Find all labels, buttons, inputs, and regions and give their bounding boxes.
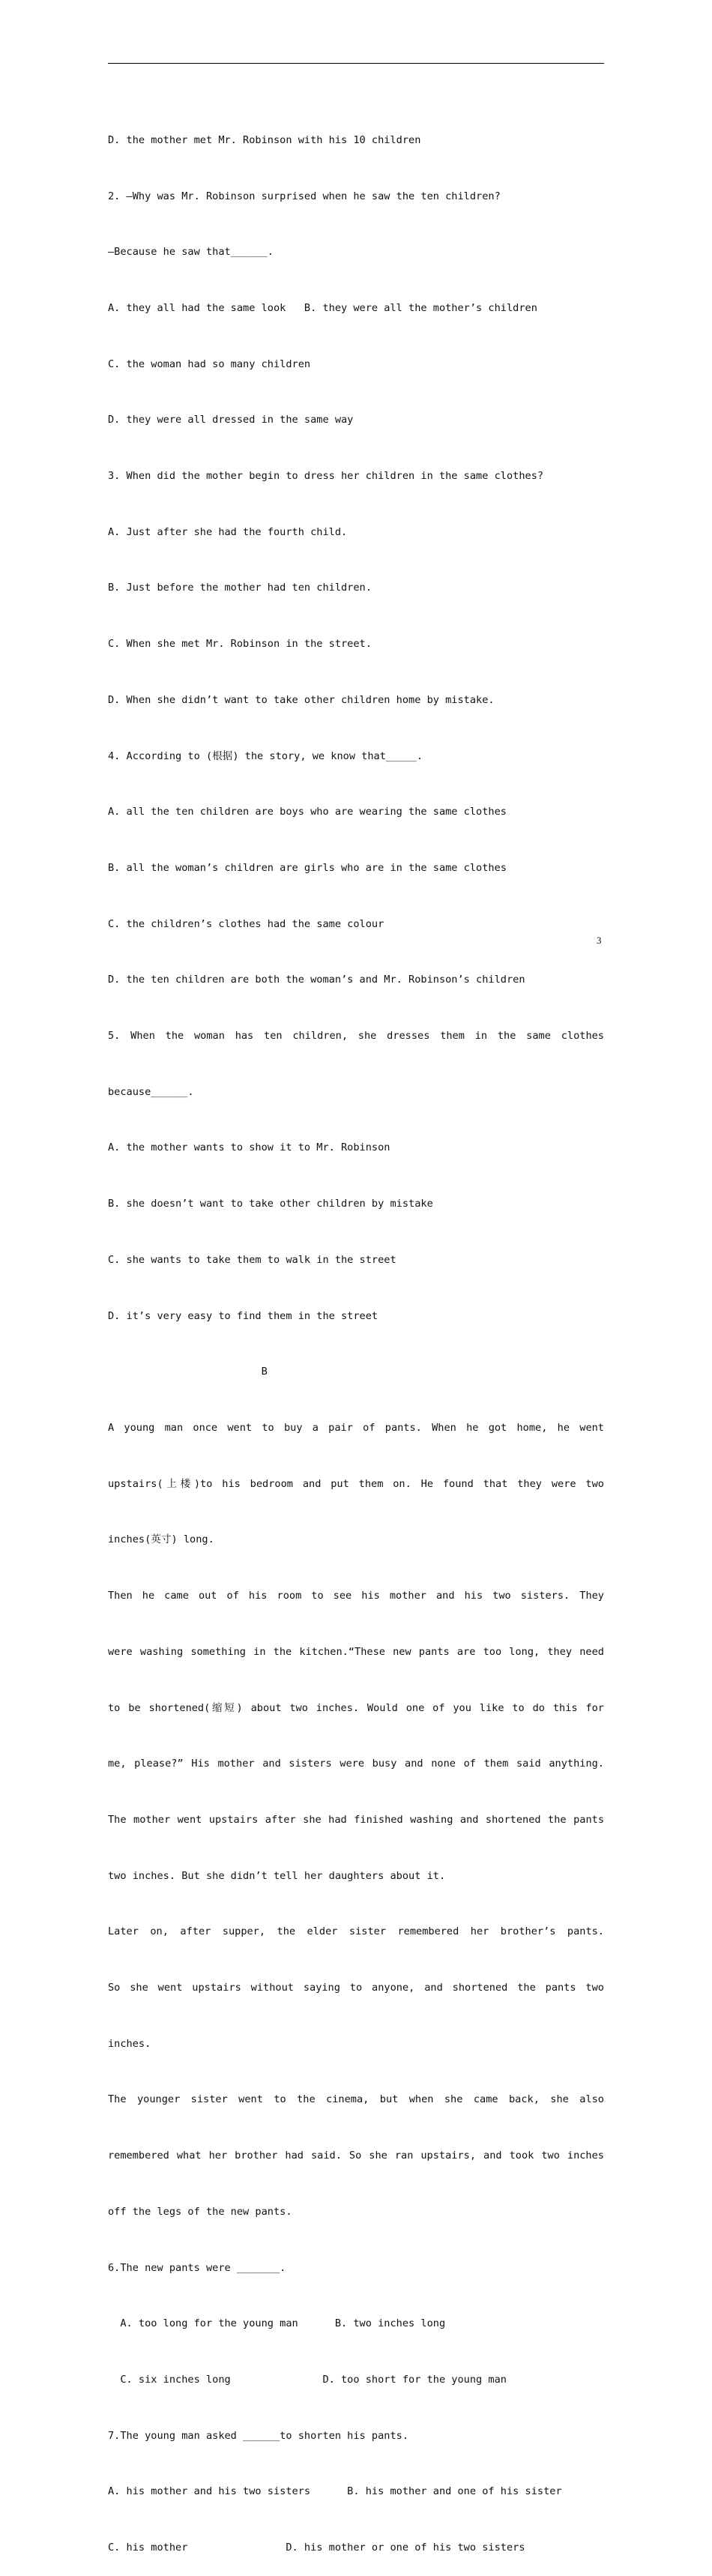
text-line: because______.: [108, 1085, 194, 1098]
text-line: C. the children’s clothes had the same colour: [108, 917, 384, 930]
passage-line: Later on, after supper, the elder sister remembered her brother’s pants.: [108, 1925, 604, 1938]
passage-line: me, please?” His mother and sisters were busy and none of them said anything.: [108, 1758, 604, 1770]
question-4: 4. According to (根据) the story, we know that_____.: [108, 749, 423, 762]
text-line: C. his mother D. his mother or one of his two sisters: [108, 2542, 525, 2554]
passage-line: So she went upstairs without saying to anyone, and shortened the pants two: [108, 1982, 604, 1994]
header-rule: [108, 63, 604, 64]
text-line: A. the mother wants to show it to Mr. Robinson: [108, 1141, 390, 1154]
text-line: D. the mother met Mr. Robinson with his 10 children: [108, 133, 421, 146]
passage-line: A young man once went to buy a pair of pants. When he got home, he went: [108, 1421, 604, 1434]
text-line: B. she doesn’t want to take other children by mistake: [108, 1198, 433, 1210]
text-line: A. they all had the same look B. they were all the mother’s children: [108, 301, 537, 314]
passage-line: to be shortened(缩短) about two inches. Would one of you like to do this for: [108, 1701, 604, 1714]
question-3: 3. When did the mother begin to dress her children in the same clothes?: [108, 470, 544, 483]
passage-line: two inches. But she didn’t tell her daughters about it.: [108, 1869, 446, 1882]
page-number: 3: [597, 935, 602, 946]
text-line: B. all the woman’s children are girls who are in the same clothes: [108, 861, 507, 874]
passage-line: remembered what her brother had said. So she ran upstairs, and took two inches: [108, 2150, 604, 2162]
text-line: A. all the ten children are boys who are wearing the same clothes: [108, 806, 507, 818]
question-6: 6.The new pants were _______.: [108, 2261, 286, 2274]
text-line: D. When she didn’t want to take other children home by mistake.: [108, 693, 495, 706]
question-7: 7.The young man asked ______to shorten his pants.: [108, 2429, 409, 2442]
text-line: D. they were all dressed in the same way: [108, 414, 354, 426]
passage-line: were washing something in the kitchen.“These new pants are too long, they need: [108, 1645, 604, 1658]
text-line: D. it’s very easy to find them in the street: [108, 1309, 378, 1322]
text-line: C. the woman had so many children: [108, 358, 311, 370]
text-line: B. Just before the mother had ten children.: [108, 582, 372, 594]
passage-line: The younger sister went to the cinema, but when she came back, she also: [108, 2093, 604, 2106]
text-line: C. six inches long D. too short for the young man: [108, 2373, 507, 2386]
text-line: C. she wants to take them to walk in the street: [108, 1253, 396, 1266]
passage-line: inches.: [108, 2037, 151, 2050]
passage-line: The mother went upstairs after she had finished washing and shortened the pants: [108, 1813, 604, 1826]
question-5: 5. When the woman has ten children, she dresses them in the same clothes: [108, 1030, 604, 1043]
section-heading-b: B: [108, 1366, 268, 1378]
document-body: [108, 94, 604, 2576]
text-line: A. too long for the young man B. two inches long: [108, 2317, 446, 2330]
text-line: C. When she met Mr. Robinson in the street.: [108, 638, 372, 651]
passage-line: upstairs(上楼)to his bedroom and put them on. He found that they were two: [108, 1477, 604, 1490]
text-line: D. the ten children are both the woman’s and Mr. Robinson’s children: [108, 974, 525, 986]
passage-line: inches(英寸) long.: [108, 1533, 214, 1546]
text-line: —Because he saw that______.: [108, 246, 274, 259]
passage-line: Then he came out of his room to see his mother and his two sisters. They: [108, 1590, 604, 1602]
text-line: A. Just after she had the fourth child.: [108, 525, 348, 538]
question-2: 2. —Why was Mr. Robinson surprised when he saw the ten children?: [108, 190, 501, 202]
passage-line: off the legs of the new pants.: [108, 2205, 292, 2218]
text-line: A. his mother and his two sisters B. his mother and one of his sister: [108, 2485, 562, 2498]
